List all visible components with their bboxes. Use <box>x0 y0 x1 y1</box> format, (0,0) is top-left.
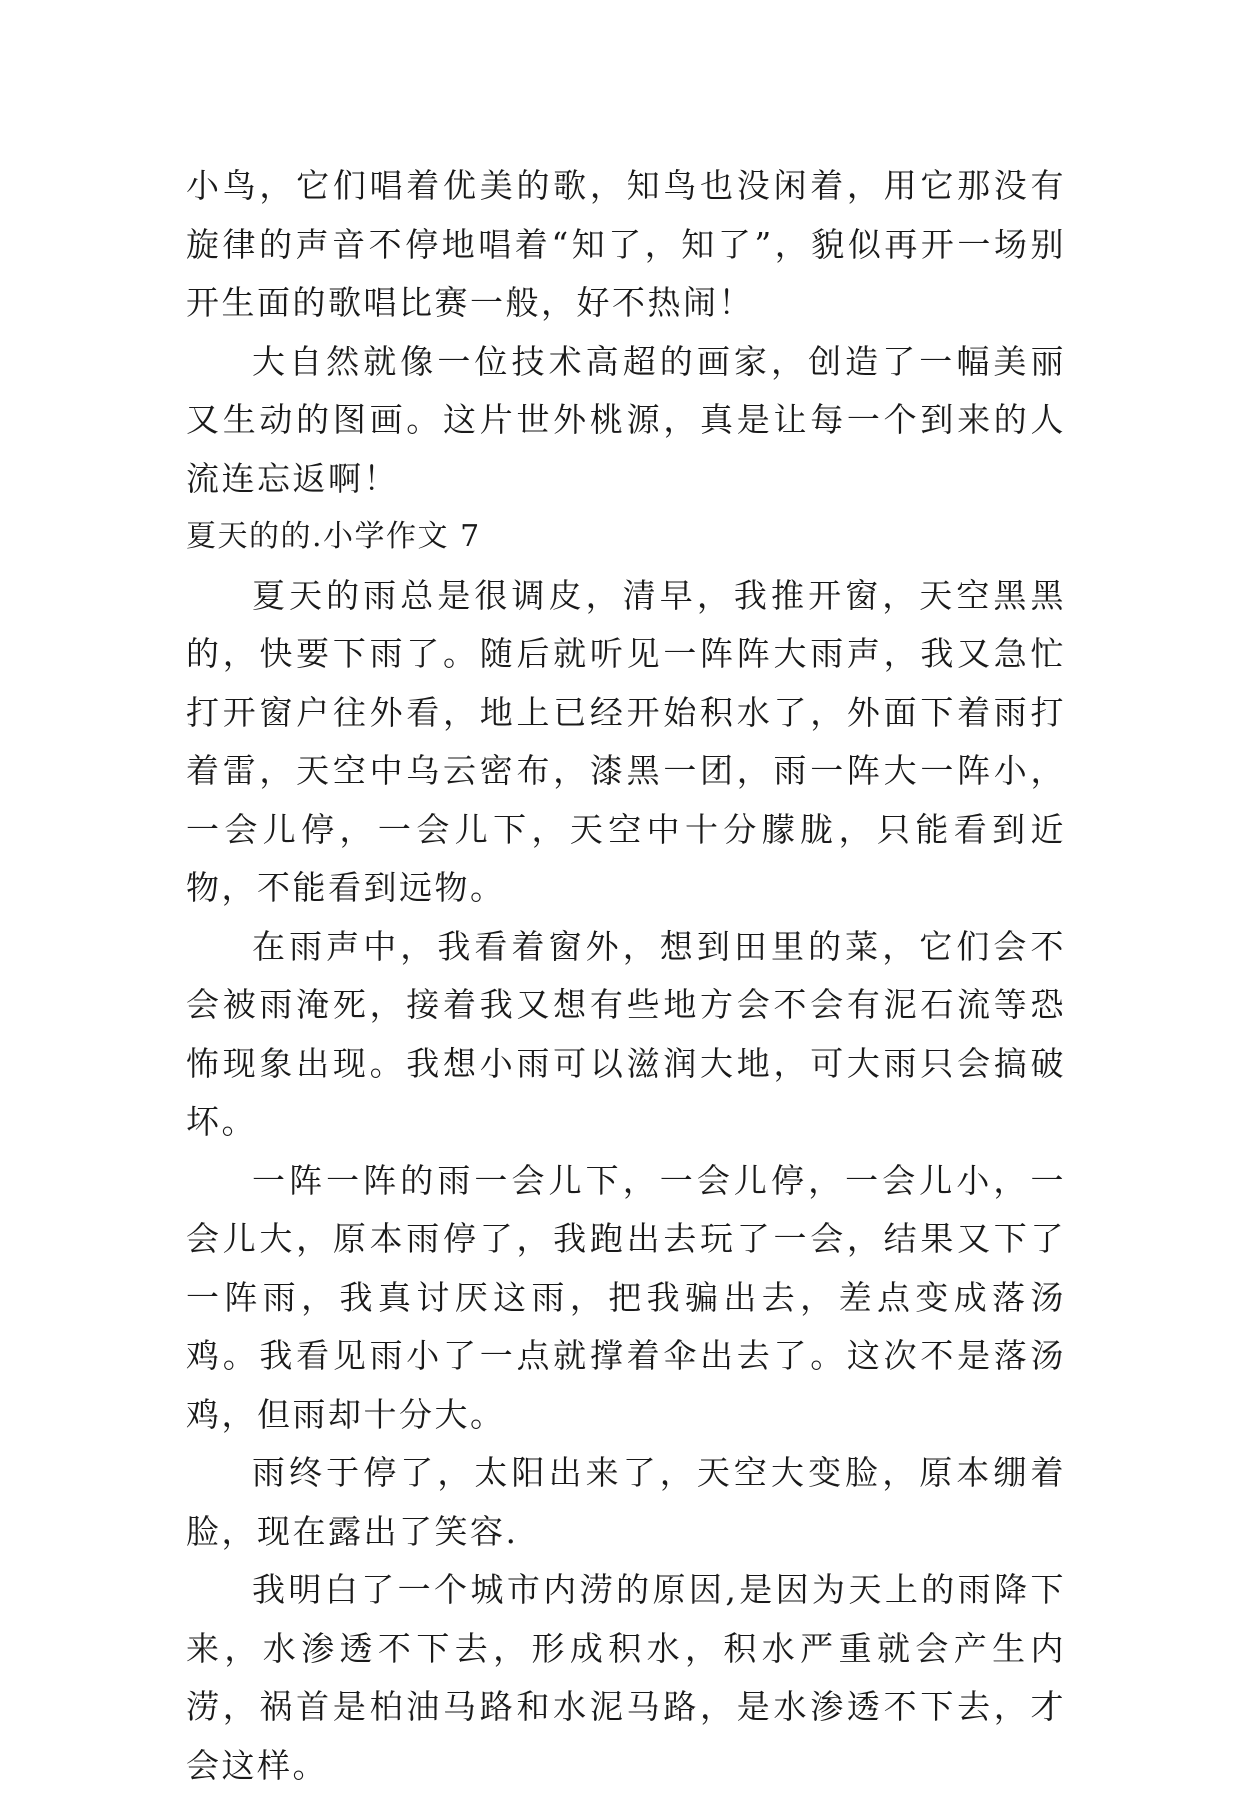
paragraph-rain-stopped: 雨终于停了，太阳出来了，天空大变脸，原本绷着脸，现在露出了笑容. <box>186 1453 1066 1551</box>
paragraph-nature-painter: 大自然就像一位技术高超的画家，创造了一幅美丽又生动的图画。这片世外桃源，真是让每一个到来的人流连忘返啊！ <box>186 341 1066 498</box>
paragraph-rain-on-off: 一阵一阵的雨一会儿下，一会儿停，一会儿小，一会儿大，原本雨停了，我跑出去玩了一会，结果又下了一阵雨，我真讨厌这雨，把我骗出去，差点变成落汤鸡。我看见雨小了一点就撑着伞出去了。这次不是落汤鸡，但雨却十分大。 <box>186 1160 1066 1434</box>
paragraph-summer-rain: 夏天的雨总是很调皮，清早，我推开窗，天空黑黑的，快要下雨了。随后就听见一阵阵大雨声，我又急忙打开窗户往外看，地上已经开始积水了，外面下着雨打着雷，天空中乌云密布，漆黑一团，雨一阵大一阵小，一会儿停，一会儿下，天空中十分朦胧，只能看到近物，不能看到远物。 <box>186 575 1066 907</box>
essay-heading: 夏天的的.小学作文 7 <box>186 519 481 554</box>
document-body <box>186 157 1066 1795</box>
paragraph-waterlogging-reason: 我明白了一个城市内涝的原因,是因为天上的雨降下来，水渗透不下去，形成积水，积水严重就会产生内涝，祸首是柏油马路和水泥马路，是水渗透不下去，才会这样。 <box>186 1570 1066 1785</box>
paragraph-rain-thoughts: 在雨声中，我看着窗外，想到田里的菜，它们会不会被雨淹死，接着我又想有些地方会不会有泥石流等恐怖现象出现。我想小雨可以滋润大地，可大雨只会搞破坏。 <box>186 926 1066 1141</box>
paragraph-birds-singing: 小鸟，它们唱着优美的歌，知鸟也没闲着，用它那没有旋律的声音不停地唱着“知了，知了”，貌似再开一场别开生面的歌唱比赛一般，好不热闹！ <box>186 166 1066 322</box>
